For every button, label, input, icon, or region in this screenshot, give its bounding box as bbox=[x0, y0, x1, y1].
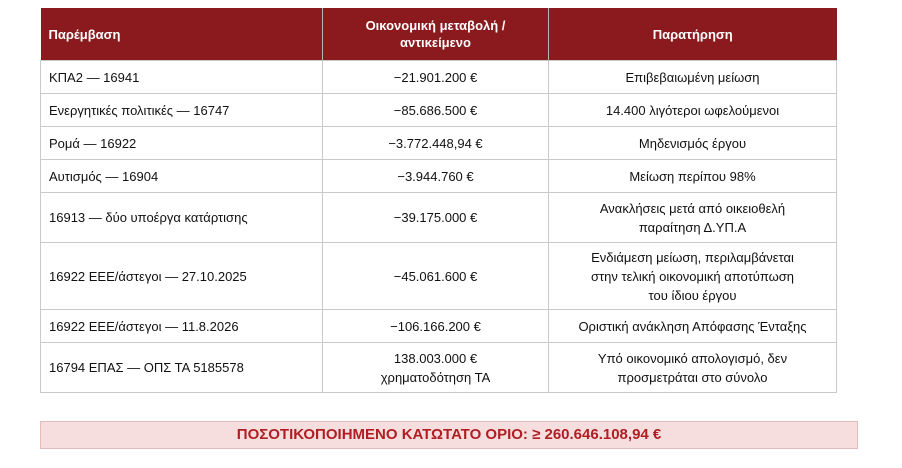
row-financial-change: −3.772.448,94 € bbox=[323, 127, 549, 160]
row-financial-change: −106.166.200 € bbox=[323, 310, 549, 343]
row-intervention: ΚΠΑ2 — 16941 bbox=[41, 61, 323, 94]
header-remark: Παρατήρηση bbox=[549, 8, 837, 61]
row-financial-change: −3.944.760 € bbox=[323, 160, 549, 193]
table-row bbox=[41, 127, 837, 160]
table-row bbox=[41, 310, 837, 343]
table-row bbox=[41, 160, 837, 193]
row-remark: 14.400 λιγότεροι ωφελούμενοι bbox=[549, 94, 837, 127]
row-financial-change: −85.686.500 € bbox=[323, 94, 549, 127]
table-row bbox=[41, 94, 837, 127]
row-intervention: 16794 ΕΠΑΣ — ΟΠΣ ΤΑ 5185578 bbox=[41, 343, 323, 393]
row-remark: Ανακλήσεις μετά από οικειοθελή παραίτηση Δ.ΥΠ.Α bbox=[549, 193, 837, 243]
row-intervention: Ενεργητικές πολιτικές — 16747 bbox=[41, 94, 323, 127]
total-lower-bound-banner: ΠΟΣΟΤΙΚΟΠΟΙΗΜΕΝΟ ΚΑΤΩΤΑΤΟ ΟΡΙΟ: ≥ 260.646.108,94 € bbox=[40, 421, 858, 449]
row-intervention: 16913 — δύο υποέργα κατάρτισης bbox=[41, 193, 323, 243]
row-intervention: 16922 ΕΕΕ/άστεγοι — 11.8.2026 bbox=[41, 310, 323, 343]
table-row bbox=[41, 343, 837, 393]
table-row bbox=[41, 243, 837, 310]
cuts-table bbox=[40, 8, 837, 393]
row-remark: Επιβεβαιωμένη μείωση bbox=[549, 61, 837, 94]
row-financial-change: −21.901.200 € bbox=[323, 61, 549, 94]
row-intervention: 16922 ΕΕΕ/άστεγοι — 27.10.2025 bbox=[41, 243, 323, 310]
row-intervention: Ρομά — 16922 bbox=[41, 127, 323, 160]
table-body bbox=[41, 61, 837, 393]
row-financial-change: −39.175.000 € bbox=[323, 193, 549, 243]
row-remark: Υπό οικονομικό απολογισμό, δεν προσμετράται στο σύνολο bbox=[549, 343, 837, 393]
row-remark: Μηδενισμός έργου bbox=[549, 127, 837, 160]
row-remark: Οριστική ανάκληση Απόφασης Ένταξης bbox=[549, 310, 837, 343]
header-financial-change-text: Οικονομική μεταβολή / αντικείμενο bbox=[365, 18, 506, 50]
header-row bbox=[41, 8, 837, 61]
header-intervention: Παρέμβαση bbox=[41, 8, 323, 61]
row-remark: Ενδιάμεση μείωση, περιλαμβάνεται στην τελική οικονομική αποτύπωση του ίδιου έργου bbox=[549, 243, 837, 310]
row-financial-change: 138.003.000 € χρηματοδότηση ΤΑ bbox=[323, 343, 549, 393]
header-financial-change bbox=[323, 8, 549, 61]
table-row bbox=[41, 193, 837, 243]
row-remark: Μείωση περίπου 98% bbox=[549, 160, 837, 193]
table-row bbox=[41, 61, 837, 94]
row-intervention: Αυτισμός — 16904 bbox=[41, 160, 323, 193]
row-financial-change: −45.061.600 € bbox=[323, 243, 549, 310]
